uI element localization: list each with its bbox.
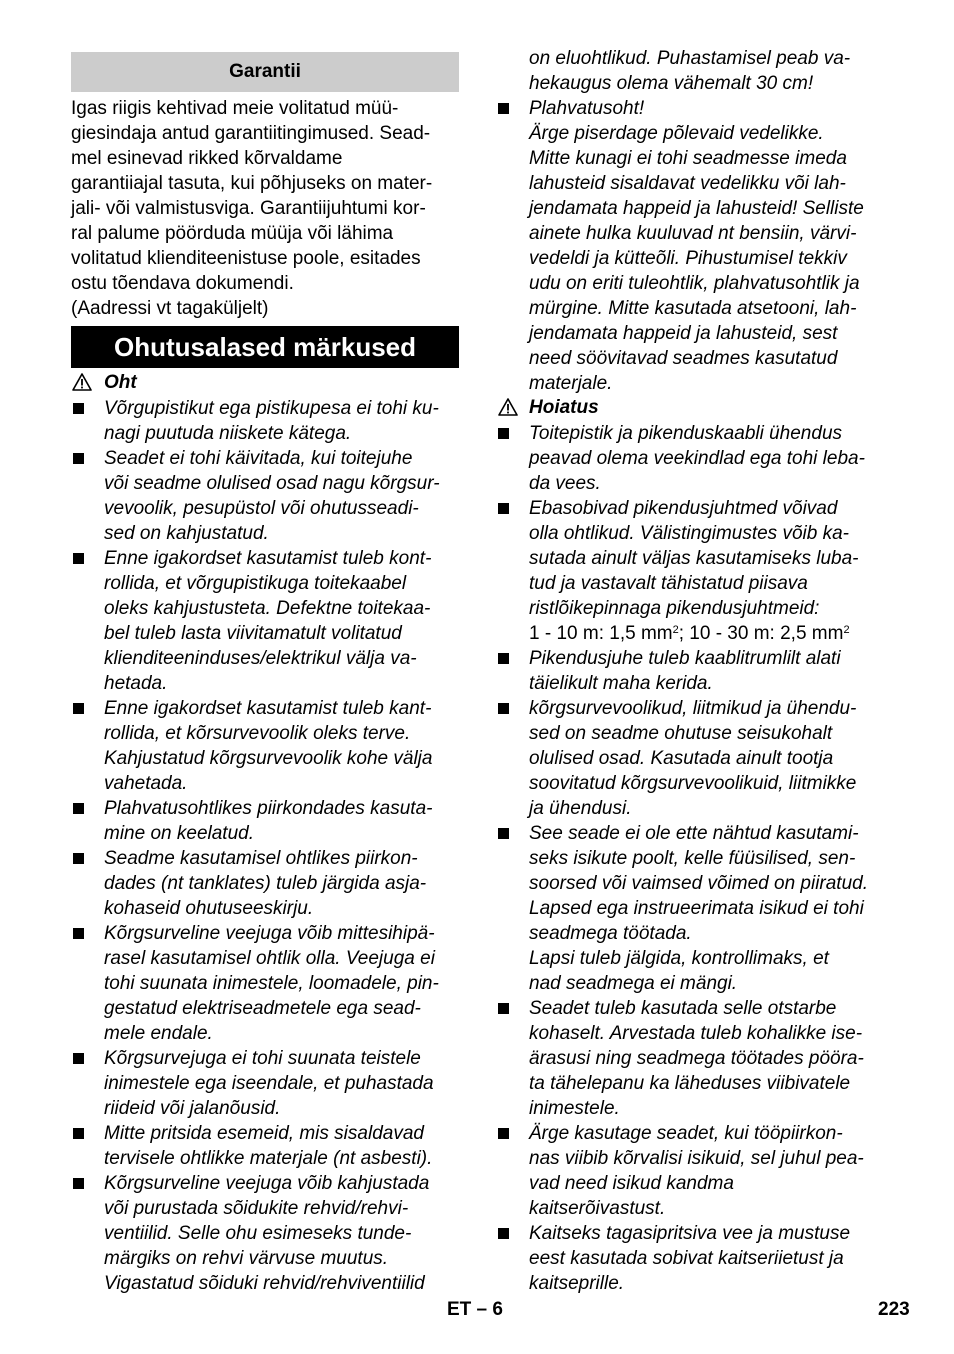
list-item-line: või purustada sõidukite rehvid/rehvi- (104, 1198, 409, 1219)
list-bullet (73, 1178, 84, 1189)
list-bullet (73, 1128, 84, 1139)
list-bullet (498, 828, 509, 839)
list-item-line: Kaitseks tagasipritsiva vee ja mustuse (529, 1223, 851, 1244)
list-item-line: Seadme kasutamisel ohtlikes piirkon- (104, 848, 418, 869)
list-item-line: olla ohtlikud. Välistingimustes võib ka- (529, 523, 849, 544)
list-item-line: kaitserõivastust. (529, 1198, 666, 1219)
list-item-line: vedeldi ja kütteõli. Pihustumisel tekkiv (529, 248, 847, 269)
warning-triangle-icon (72, 373, 92, 391)
list-item-line: rasel kasutamisel ohtlik olla. Veejuga ei (104, 948, 435, 969)
list-item-line: täielikult maha kerida. (529, 673, 713, 694)
cable-spec-line (529, 621, 850, 646)
list-item-line: da vees. (529, 473, 601, 494)
list-item-line: Lapsi tuleb jälgida, kontrollimaks, et (529, 948, 829, 969)
garantii-line: giesindaja antud garantiitingimused. Sead- (71, 123, 431, 144)
list-bullet (498, 703, 509, 714)
list-item-line: Ärge kasutage seadet, kui tööpiirkon- (529, 1123, 843, 1144)
list-item-line: hetada. (104, 673, 168, 694)
list-item-line: nas viibib kõrvalisi isikuid, sel juhul pea- (529, 1148, 864, 1169)
list-item-line: tervisele ohtlikke materjale (nt asbesti). (104, 1148, 433, 1169)
list-item-line: sutada ainult väljas kasutamiseks luba- (529, 548, 859, 569)
list-item-line: Ärge piserdage põlevaid vedelikke. (529, 123, 824, 144)
list-item-line: Plahvatusohtlikes piirkondades kasuta- (104, 798, 433, 819)
list-item-line: vevoolik, pesupüstol või ohutusseadi- (104, 498, 419, 519)
list-item-line: Seadet ei tohi käivitada, kui toitejuhe (104, 448, 413, 469)
list-bullet (498, 1128, 509, 1139)
list-item-line: tud ja vastavalt tähistatud piisava (529, 573, 808, 594)
list-bullet (73, 553, 84, 564)
list-item-line: jendamata happeid ja lahusteid! Selliste (529, 198, 864, 219)
garantii-line: garantiiajal tasuta, kui põhjuseks on mater- (71, 173, 433, 194)
list-item-line: kohaselt. Arvestada tuleb kohalikke ise- (529, 1023, 863, 1044)
list-item-line: Kõrgsurveline veejuga võib mittesihipä- (104, 923, 435, 944)
list-item-line: Mitte pritsida esemeid, mis sisaldavad (104, 1123, 424, 1144)
list-item-line: udu on eriti tuleohtlik, plahvatusohtlik ja (529, 273, 860, 294)
list-item-line: rollida, et võrgupistikuga toitekaabel (104, 573, 407, 594)
list-item-line: eest kasutada sobivat kaitseriietust ja (529, 1248, 844, 1269)
list-item-line: soorsed või vaimsed võimed on piiratud. (529, 873, 869, 894)
list-item-line: sed on kahjustatud. (104, 523, 269, 544)
cable-spec-sup1: 2 (672, 624, 679, 636)
list-item-line: Kahjustatud kõrgsurvevoolik kohe välja (104, 748, 433, 769)
list-bullet (73, 928, 84, 939)
hoiatus-title: Hoiatus (529, 397, 599, 418)
list-item-line: Plahvatusoht! (529, 98, 645, 119)
list-item-line: mürgine. Mitte kasutada atsetooni, lah- (529, 298, 857, 319)
list-bullet (498, 1228, 509, 1239)
list-item-line: Kõrgsurvejuga ei tohi suunata teistele (104, 1048, 421, 1069)
list-bullet (498, 653, 509, 664)
list-item-line: seadmega töötada. (529, 923, 692, 944)
list-bullet (73, 853, 84, 864)
garantii-line: mel esinevad rikked kõrvaldame (71, 148, 343, 169)
page-number: 223 (878, 1299, 910, 1320)
list-item-line: peavad olema veekindlad ega tohi leba- (529, 448, 865, 469)
list-bullet (73, 403, 84, 414)
list-item-line: oleks kahjustusteta. Defektne toitekaa- (104, 598, 431, 619)
list-item-line: Pikendusjuhe tuleb kaablitrumlilt alati (529, 648, 841, 669)
list-bullet (498, 428, 509, 439)
list-item-line: Ebasobivad pikendusjuhtmed võivad (529, 498, 838, 519)
list-item-line: inimestele. (529, 1098, 620, 1119)
list-item-line: See seade ei ole ette nähtud kasutami- (529, 823, 859, 844)
list-bullet (73, 1053, 84, 1064)
list-item-line: olulised osad. Kasutada ainult tootja (529, 748, 834, 769)
list-item-line: nagi puutuda niiskete kätega. (104, 423, 352, 444)
list-item-line: Enne igakordset kasutamist tuleb kant- (104, 698, 432, 719)
list-bullet (498, 103, 509, 114)
list-item-line: Mitte kunagi ei tohi seadmesse imeda (529, 148, 847, 169)
list-item-line: ainete hulka kuuluvad nt bensiin, värvi- (529, 223, 857, 244)
list-item-line: vahetada. (104, 773, 188, 794)
list-item-line: või seadme olulised osad nagu kõrgsur- (104, 473, 440, 494)
list-item-line: Lapsed ega instrueerimata isikud ei tohi (529, 898, 864, 919)
footer-section: ET – 6 (447, 1299, 503, 1320)
list-item-line: ristlõikepinnaga pikendusjuhtmeid: (529, 598, 820, 619)
list-item-line: bel tuleb lasta viivitamatult volitatud (104, 623, 402, 644)
list-item-line: materjale. (529, 373, 613, 394)
cable-spec-sup2: 2 (843, 624, 850, 636)
list-item-line: Vigastatud sõiduki rehvid/rehviventiilid (104, 1273, 425, 1294)
list-item-line: klienditeeninduses/elektrikul välja va- (104, 648, 417, 669)
garantii-line: volitatud klienditeenistuse poole, esitades (71, 248, 421, 269)
oht-title: Oht (104, 372, 137, 393)
list-item-line: riideid või jalanõusid. (104, 1098, 281, 1119)
list-item-line: kõrgsurvevoolikud, liitmikud ja ühendu- (529, 698, 857, 719)
list-bullet (498, 1003, 509, 1014)
list-item-line: soovitatud kõrgsurvevoolikuid, liitmikke (529, 773, 857, 794)
list-item-line: dades (nt tanklates) tuleb järgida asja- (104, 873, 427, 894)
list-item-line: Seadet tuleb kasutada selle otstarbe (529, 998, 837, 1019)
garantii-line: (Aadressi vt tagaküljelt) (71, 298, 269, 319)
list-item-line: sed on seadme ohutuse seisukohalt (529, 723, 833, 744)
list-item-line: ärasusi ning seadmega töötades pööra- (529, 1048, 864, 1069)
list-item-line: Kõrgsurveline veejuga võib kahjustada (104, 1173, 430, 1194)
list-bullet (73, 453, 84, 464)
garantii-line: jali- või valmistusviga. Garantiijuhtumi kor- (71, 198, 426, 219)
list-item-line: Enne igakordset kasutamist tuleb kont- (104, 548, 432, 569)
list-item-line: inimestele ega iseendale, et puhastada (104, 1073, 434, 1094)
list-bullet (498, 503, 509, 514)
list-item-line: rollida, et kõrsurvevoolik oleks terve. (104, 723, 411, 744)
list-item-line: need söövitavad seadmes kasutatud (529, 348, 838, 369)
list-bullet (73, 703, 84, 714)
list-item-line: kaitseprille. (529, 1273, 625, 1294)
list-item-line: ventiilid. Selle ohu esimeseks tunde- (104, 1223, 412, 1244)
cable-spec-part2: ; 10 - 30 m: 2,5 mm (678, 623, 844, 644)
continuation-line: hekaugus olema vähemalt 30 cm! (529, 73, 814, 94)
warning-triangle-icon (498, 398, 518, 416)
list-item-line: Võrgupistikut ega pistikupesa ei tohi ku- (104, 398, 439, 419)
safety-heading: Ohutusalased märkused (71, 326, 459, 368)
garantii-line: Igas riigis kehtivad meie volitatud müü- (71, 98, 399, 119)
list-item-line: Toitepistik ja pikenduskaabli ühendus (529, 423, 843, 444)
garantii-line: ostu tõendava dokumendi. (71, 273, 294, 294)
list-item-line: lahusteid sisaldavat vedelikku või lah- (529, 173, 846, 194)
list-item-line: mine on keelatud. (104, 823, 254, 844)
list-item-line: kohaseid ohutuseeskirju. (104, 898, 314, 919)
list-item-line: märgiks on rehvi värvuse muutus. (104, 1248, 389, 1269)
list-item-line: ja ühendusi. (529, 798, 632, 819)
list-item-line: gestatud elektriseadmetele ega sead- (104, 998, 421, 1019)
garantii-line: ral palume pöörduda müüja või lähima (71, 223, 394, 244)
list-item-line: mele endale. (104, 1023, 213, 1044)
list-item-line: vad need isikud kandma (529, 1173, 734, 1194)
list-item-line: ta tähelepanu ka läheduses viibivatele (529, 1073, 851, 1094)
list-item-line: jendamata happeid ja lahusteid, sest (529, 323, 838, 344)
list-bullet (73, 803, 84, 814)
list-item-line: seks isikute poolt, kelle füüsilised, sen- (529, 848, 856, 869)
list-item-line: nad seadmega ei mängi. (529, 973, 738, 994)
continuation-line: on eluohtlikud. Puhastamisel peab va- (529, 48, 851, 69)
garantii-heading: Garantii (71, 52, 459, 92)
list-item-line: tohi suunata inimestele, loomadele, pin- (104, 973, 439, 994)
cable-spec-part1: 1 - 10 m: 1,5 mm (529, 623, 673, 644)
